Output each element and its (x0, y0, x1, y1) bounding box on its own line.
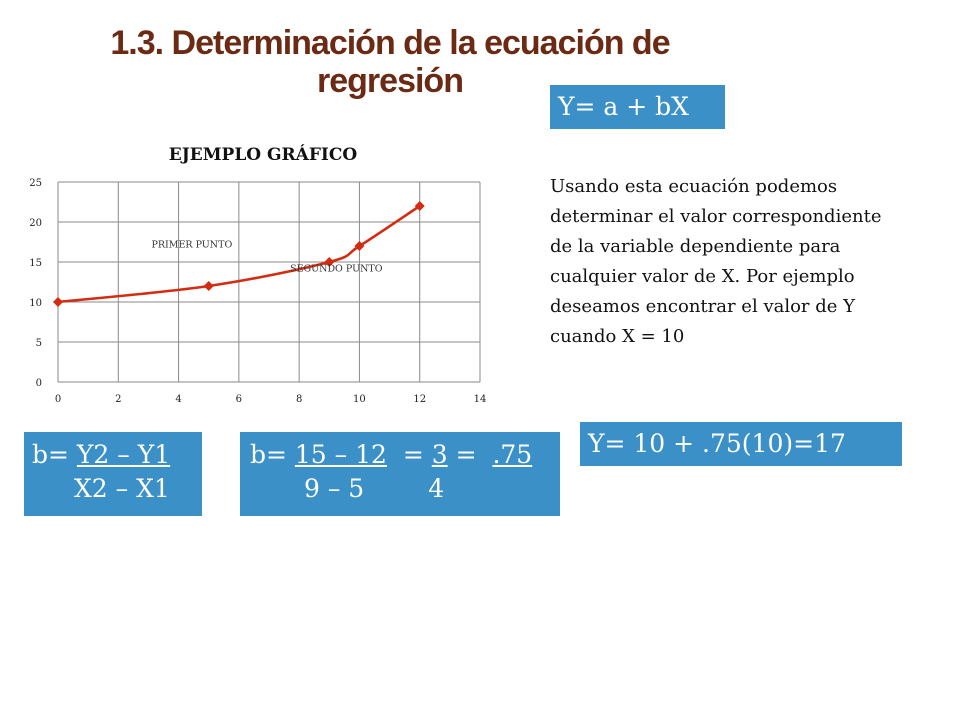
slope-formula-line1 (32, 438, 202, 472)
slope-formula-denominator: X2 – X1 (74, 474, 170, 503)
chart-title: EJEMPLO GRÁFICO (168, 145, 358, 165)
slope-formula-line2 (32, 472, 202, 506)
slope-calc-fraction-numerator: 3 (431, 440, 448, 469)
x-tick-label: 14 (473, 394, 487, 405)
slope-formula-prefix: b= (32, 440, 77, 469)
chart-axes (29, 178, 486, 405)
data-point (204, 281, 214, 291)
slope-formula-box (24, 432, 202, 516)
x-tick-label: 4 (175, 394, 182, 405)
slope-calc-denominator: 9 – 5 (304, 474, 365, 503)
result-text: Y= 10 + .75(10)=17 (588, 429, 846, 458)
y-tick-label: 25 (29, 178, 42, 189)
slope-calculation-box (240, 432, 560, 516)
y-tick-label: 0 (35, 378, 42, 389)
chart-annotations (151, 240, 382, 275)
x-tick-label: 8 (295, 394, 303, 405)
y-tick-label: 10 (29, 298, 42, 309)
x-tick-label: 0 (54, 394, 62, 405)
x-tick-label: 12 (413, 394, 427, 405)
slope-calc-eq2: = (447, 440, 493, 469)
x-tick-label: 2 (115, 394, 122, 405)
x-tick-label: 6 (235, 394, 243, 405)
slope-formula-numerator: Y2 – Y1 (76, 440, 171, 469)
equation-box (550, 85, 725, 129)
chart-grid (58, 182, 480, 382)
y-tick-label: 5 (35, 338, 42, 349)
x-tick-label: 10 (353, 394, 366, 405)
annotation-label: PRIMER PUNTO (151, 239, 233, 251)
result-box (580, 422, 902, 466)
page-title: 1.3. Determinación de la ecuación de regresión (110, 24, 670, 100)
slope-calc-line1 (250, 438, 560, 472)
line-chart (20, 132, 520, 422)
equation-text: Y= a + bX (558, 92, 689, 121)
y-tick-label: 15 (29, 258, 42, 269)
annotation-label: SEGUNDO PUNTO (290, 263, 383, 275)
data-point (53, 297, 63, 307)
slope-calc-line2 (250, 472, 560, 506)
slope-calc-result: .75 (492, 440, 533, 469)
slope-calc-prefix: b= (250, 440, 295, 469)
slope-calc-numerator: 15 – 12 (294, 440, 387, 469)
y-tick-label: 20 (29, 218, 42, 229)
description-text: Usando esta ecuación podemos determinar el valor correspondiente de la variable dependiente para cualquier valor de X. Por ejemplo deseamos encontrar el valor de Y cuando X = 10 (550, 176, 882, 347)
slope-calc-eq1: = (386, 440, 432, 469)
slope-calc-fraction-denominator: 4 (428, 474, 445, 503)
